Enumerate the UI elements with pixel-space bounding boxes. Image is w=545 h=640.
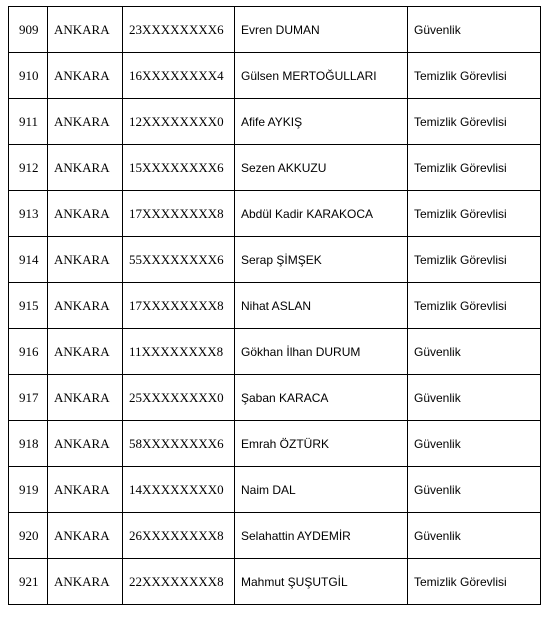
full-name-cell: Selahattin AYDEMİR xyxy=(235,513,408,559)
full-name-cell: Mahmut ŞUŞUTGİL xyxy=(235,559,408,605)
position-cell: Güvenlik xyxy=(408,375,541,421)
full-name-cell: Afife AYKIŞ xyxy=(235,99,408,145)
id-number-cell: 22XXXXXXXX8 xyxy=(123,559,235,605)
id-number-cell: 58XXXXXXXX6 xyxy=(123,421,235,467)
table-row xyxy=(9,145,541,191)
position-cell: Güvenlik xyxy=(408,513,541,559)
city-cell: ANKARA xyxy=(48,513,123,559)
table-row xyxy=(9,375,541,421)
full-name-cell: Emrah ÖZTÜRK xyxy=(235,421,408,467)
position-cell: Temizlik Görevlisi xyxy=(408,191,541,237)
row-number: 918 xyxy=(9,421,48,467)
id-number-cell: 23XXXXXXXX6 xyxy=(123,7,235,53)
city-cell: ANKARA xyxy=(48,145,123,191)
row-number: 916 xyxy=(9,329,48,375)
position-cell: Güvenlik xyxy=(408,329,541,375)
row-number: 917 xyxy=(9,375,48,421)
city-cell: ANKARA xyxy=(48,467,123,513)
row-number: 910 xyxy=(9,53,48,99)
full-name-cell: Gülsen MERTOĞULLARI xyxy=(235,53,408,99)
row-number: 914 xyxy=(9,237,48,283)
city-cell: ANKARA xyxy=(48,7,123,53)
city-cell: ANKARA xyxy=(48,237,123,283)
full-name-cell: Naim DAL xyxy=(235,467,408,513)
position-cell: Temizlik Görevlisi xyxy=(408,283,541,329)
row-number: 921 xyxy=(9,559,48,605)
full-name-cell: Evren DUMAN xyxy=(235,7,408,53)
id-number-cell: 11XXXXXXXX8 xyxy=(123,329,235,375)
position-cell: Güvenlik xyxy=(408,467,541,513)
city-cell: ANKARA xyxy=(48,421,123,467)
full-name-cell: Serap ŞİMŞEK xyxy=(235,237,408,283)
row-number: 909 xyxy=(9,7,48,53)
full-name-cell: Sezen AKKUZU xyxy=(235,145,408,191)
table-row xyxy=(9,513,541,559)
row-number: 915 xyxy=(9,283,48,329)
position-cell: Temizlik Görevlisi xyxy=(408,145,541,191)
row-number: 913 xyxy=(9,191,48,237)
table-row xyxy=(9,7,541,53)
city-cell: ANKARA xyxy=(48,375,123,421)
full-name-cell: Abdül Kadir KARAKOCA xyxy=(235,191,408,237)
table-row xyxy=(9,467,541,513)
city-cell: ANKARA xyxy=(48,329,123,375)
id-number-cell: 14XXXXXXXX0 xyxy=(123,467,235,513)
full-name-cell: Gökhan İlhan DURUM xyxy=(235,329,408,375)
table-row xyxy=(9,329,541,375)
position-cell: Temizlik Görevlisi xyxy=(408,237,541,283)
position-cell: Temizlik Görevlisi xyxy=(408,559,541,605)
city-cell: ANKARA xyxy=(48,191,123,237)
id-number-cell: 16XXXXXXXX4 xyxy=(123,53,235,99)
full-name-cell: Nihat ASLAN xyxy=(235,283,408,329)
position-cell: Temizlik Görevlisi xyxy=(408,53,541,99)
id-number-cell: 12XXXXXXXX0 xyxy=(123,99,235,145)
city-cell: ANKARA xyxy=(48,283,123,329)
table-row xyxy=(9,421,541,467)
table-row xyxy=(9,237,541,283)
city-cell: ANKARA xyxy=(48,559,123,605)
position-cell: Güvenlik xyxy=(408,7,541,53)
personnel-table xyxy=(8,6,541,605)
city-cell: ANKARA xyxy=(48,53,123,99)
table-row xyxy=(9,53,541,99)
table-row xyxy=(9,99,541,145)
id-number-cell: 17XXXXXXXX8 xyxy=(123,283,235,329)
row-number: 919 xyxy=(9,467,48,513)
id-number-cell: 25XXXXXXXX0 xyxy=(123,375,235,421)
id-number-cell: 15XXXXXXXX6 xyxy=(123,145,235,191)
table-row xyxy=(9,283,541,329)
full-name-cell: Şaban KARACA xyxy=(235,375,408,421)
id-number-cell: 17XXXXXXXX8 xyxy=(123,191,235,237)
row-number: 912 xyxy=(9,145,48,191)
position-cell: Güvenlik xyxy=(408,421,541,467)
personnel-table-body xyxy=(9,7,541,605)
city-cell: ANKARA xyxy=(48,99,123,145)
id-number-cell: 26XXXXXXXX8 xyxy=(123,513,235,559)
row-number: 920 xyxy=(9,513,48,559)
id-number-cell: 55XXXXXXXX6 xyxy=(123,237,235,283)
table-row xyxy=(9,559,541,605)
table-row xyxy=(9,191,541,237)
row-number: 911 xyxy=(9,99,48,145)
position-cell: Temizlik Görevlisi xyxy=(408,99,541,145)
